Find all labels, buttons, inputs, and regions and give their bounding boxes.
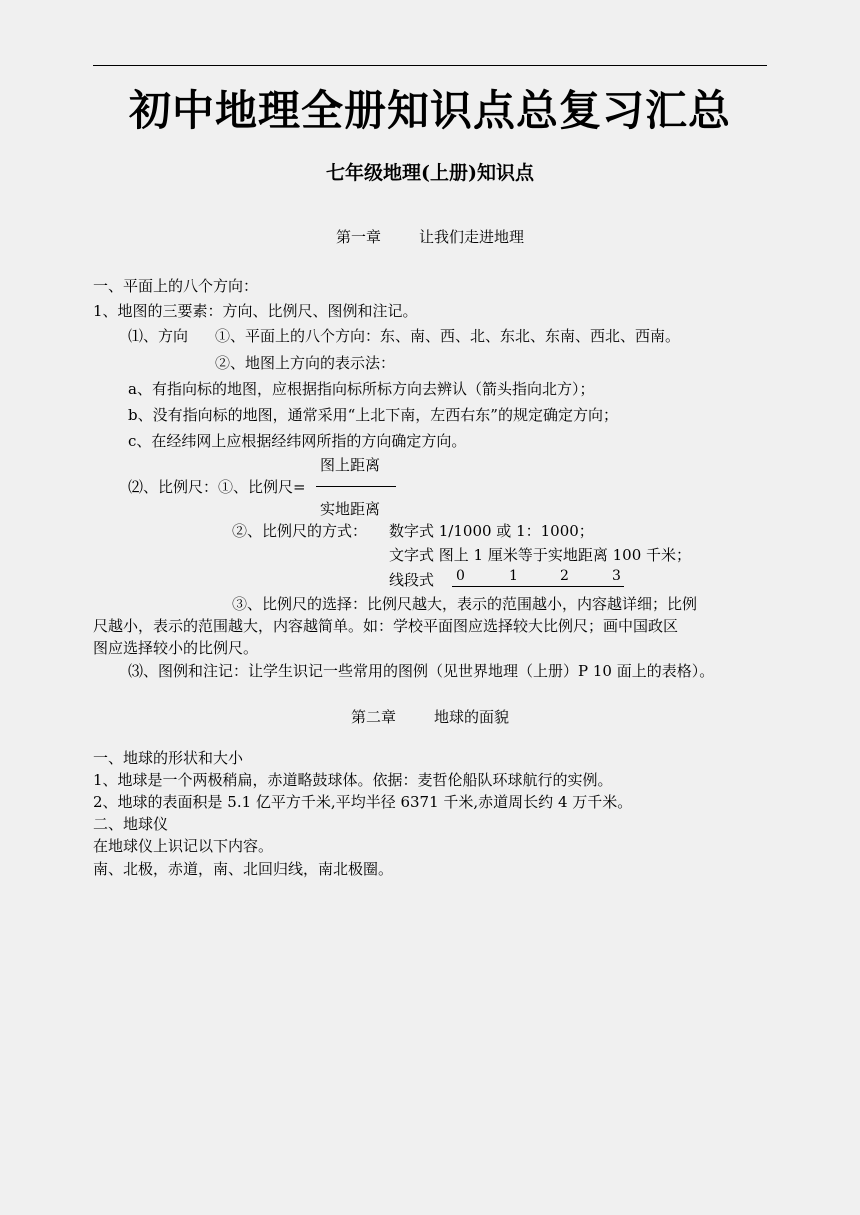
paragraph: 图应选择较小的比例尺。 bbox=[93, 639, 259, 657]
paragraph: 1、地球是一个两极稍扁，赤道略鼓球体。依据：麦哲伦船队环球航行的实例。 bbox=[93, 771, 613, 789]
paragraph: 尺越小，表示的范围越大，内容越简单。如：学校平面图应选择较大比例尺；画中国政区 bbox=[93, 617, 679, 635]
header-rule bbox=[93, 65, 767, 66]
paragraph: 1、地图的三要素：方向、比例尺、图例和注记。 bbox=[93, 302, 418, 320]
chapter-2-heading bbox=[0, 706, 860, 727]
section-heading: 一、平面上的八个方向： bbox=[93, 277, 259, 295]
paragraph: ③、比例尺的选择：比例尺越大，表示的范围越小，内容越详细；比例 bbox=[232, 595, 698, 613]
document-title: 初中地理全册知识点总复习汇总 bbox=[128, 86, 731, 135]
paragraph: 在地球仪上识记以下内容。 bbox=[93, 837, 274, 855]
scale-denominator: 实地距离 bbox=[320, 500, 381, 518]
scale-text: 文字式 图上 1 厘米等于实地距离 100 千米； bbox=[389, 546, 692, 564]
scale-tick-label: 0 bbox=[456, 568, 465, 584]
section-heading: 一、地球的形状和大小 bbox=[93, 749, 244, 767]
paragraph: b、没有指向标的地图，通常采用“上北下南，左西右东”的规定确定方向； bbox=[128, 406, 618, 424]
paragraph: 南、北极，赤道，南、北回归线，南北极圈。 bbox=[93, 860, 394, 878]
paragraph: ②、地图上方向的表示法： bbox=[215, 354, 396, 372]
scale-line-label: 线段式 bbox=[389, 571, 435, 589]
chapter-1-name: 让我们走进地理 bbox=[419, 228, 525, 246]
scale-methods-label: ②、比例尺的方式： bbox=[232, 522, 368, 540]
document-subtitle: 七年级地理(上册)知识点 bbox=[326, 162, 534, 184]
scale-numeric: 数字式 1/1000 或 1：1000； bbox=[389, 522, 594, 540]
fraction-bar bbox=[316, 486, 396, 487]
chapter-2-number: 第二章 bbox=[350, 708, 396, 726]
section-heading: 二、地球仪 bbox=[93, 815, 169, 833]
scale-numerator: 图上距离 bbox=[320, 456, 381, 474]
paragraph: ①、平面上的八个方向：东、南、西、北、东北、东南、西北、西南。 bbox=[215, 327, 681, 345]
chapter-1-heading bbox=[0, 226, 860, 247]
paragraph: 2、地球的表面积是 5.1 亿平方千米,平均半径 6371 千米,赤道周长约 4 万千米。 bbox=[93, 793, 633, 811]
scale-tick-label: 1 bbox=[509, 568, 518, 584]
chapter-2-name: 地球的面貌 bbox=[434, 708, 510, 726]
scale-prefix: ⑵、比例尺：①、比例尺= bbox=[128, 478, 306, 496]
scale-tick-label: 2 bbox=[560, 568, 569, 584]
scale-tick-label: 3 bbox=[612, 568, 621, 584]
direction-prefix: ⑴、方向 bbox=[128, 327, 189, 345]
chapter-1-number: 第一章 bbox=[335, 228, 381, 246]
paragraph: c、在经纬网上应根据经纬网所指的方向确定方向。 bbox=[128, 432, 467, 450]
paragraph: ⑶、图例和注记：让学生识记一些常用的图例（见世界地理（上册）P 10 面上的表格）。 bbox=[128, 662, 715, 680]
scale-bar bbox=[452, 568, 624, 587]
paragraph: a、有指向标的地图，应根据指向标所标方向去辨认（箭头指向北方）； bbox=[128, 380, 595, 398]
